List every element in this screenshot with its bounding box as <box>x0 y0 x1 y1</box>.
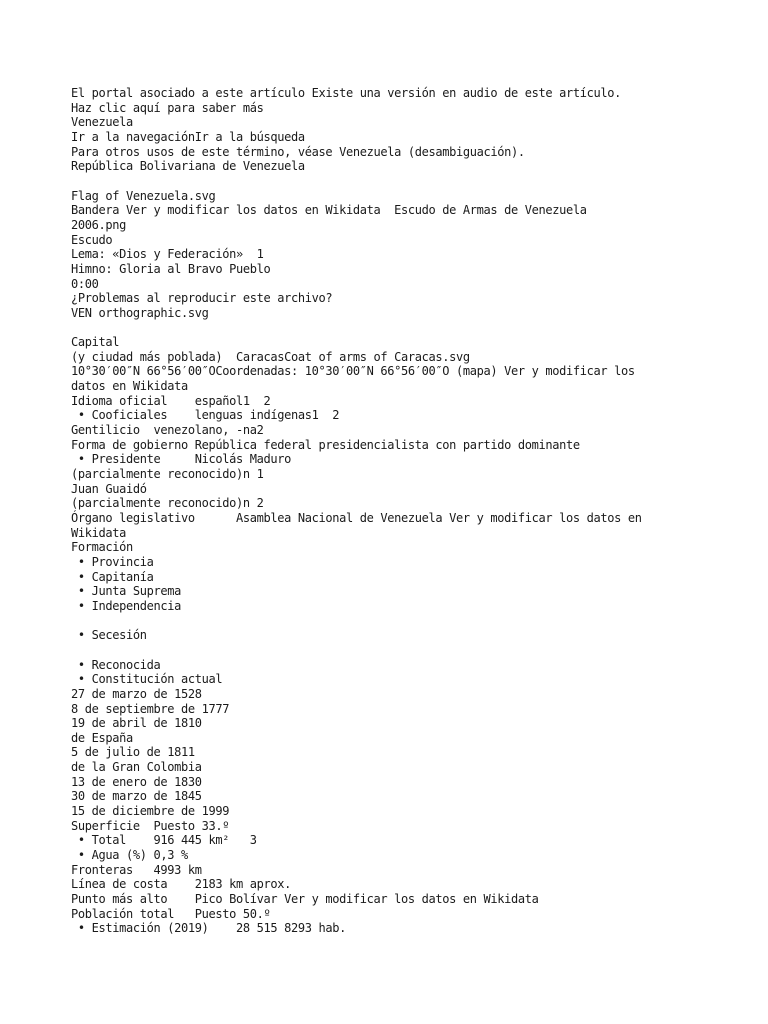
text-line: 8 de septiembre de 1777 <box>71 701 230 716</box>
text-line: • Estimación (2019) 28 515 8293 hab. <box>71 921 346 936</box>
text-line: VEN orthographic.svg <box>71 305 209 320</box>
text-line: Haz clic aquí para saber más <box>71 100 264 115</box>
text-line: 30 de marzo de 1845 <box>71 789 202 804</box>
text-line: datos en Wikidata <box>71 379 188 394</box>
text-line: Gentilicio venezolano, -na2 <box>71 423 264 438</box>
text-line: Capital <box>71 335 120 350</box>
text-line: Idioma oficial español1 2 <box>71 393 271 408</box>
text-line: Venezuela <box>71 115 133 130</box>
text-line: Línea de costa 2183 km aprox. <box>71 877 291 892</box>
text-line: • Total 916 445 km² 3 <box>71 833 257 848</box>
text-line: • Capitanía <box>71 569 154 584</box>
text-line: Himno: Gloria al Bravo Pueblo <box>71 261 271 276</box>
text-line: • Provincia <box>71 554 154 569</box>
text-line: Punto más alto Pico Bolívar Ver y modificar los datos en Wikidata <box>71 892 539 907</box>
text-line: Superficie Puesto 33.º <box>71 818 230 833</box>
text-line: Lema: «Dios y Federación» 1 <box>71 247 264 262</box>
text-line: 19 de abril de 1810 <box>71 716 202 731</box>
text-line: (parcialmente reconocido)n 2 <box>71 496 264 511</box>
text-line: • Independencia <box>71 598 181 613</box>
text-line: • Secesión <box>71 628 147 643</box>
text-line: • Agua (%) 0,3 % <box>71 848 188 863</box>
text-line: 13 de enero de 1830 <box>71 774 202 789</box>
text-line: 0:00 <box>71 276 99 291</box>
blank-line <box>71 643 751 658</box>
article-text <box>71 86 751 936</box>
text-line: Población total Puesto 50.º <box>71 906 271 921</box>
text-line: Wikidata <box>71 525 126 540</box>
text-line: Escudo <box>71 232 113 247</box>
text-line: de España <box>71 730 133 745</box>
text-line: Juan Guaidó <box>71 481 147 496</box>
text-line: Formación <box>71 540 133 555</box>
text-line: 5 de julio de 1811 <box>71 745 195 760</box>
text-line: • Junta Suprema <box>71 584 181 599</box>
text-line: Órgano legislativo Asamblea Nacional de Venezuela Ver y modificar los datos en <box>71 511 642 525</box>
text-line: • Constitución actual <box>71 672 223 687</box>
blank-line <box>71 174 751 189</box>
blank-line <box>71 320 751 335</box>
text-line: El portal asociado a este artículo Existe una versión en audio de este artículo. <box>71 86 621 100</box>
text-line: Bandera Ver y modificar los datos en Wikidata Escudo de Armas de Venezuela <box>71 203 587 218</box>
text-line: (parcialmente reconocido)n 1 <box>71 467 264 482</box>
blank-line <box>71 614 751 629</box>
text-line: • Cooficiales lenguas indígenas1 2 <box>71 408 340 423</box>
text-line: 2006.png <box>71 217 126 232</box>
text-line: Ir a la navegaciónIr a la búsqueda <box>71 129 305 144</box>
text-line: Para otros usos de este término, véase Venezuela (desambiguación). <box>71 144 525 159</box>
text-line: 27 de marzo de 1528 <box>71 686 202 701</box>
text-line: • Reconocida <box>71 657 161 672</box>
text-line: de la Gran Colombia <box>71 760 202 775</box>
text-line: ¿Problemas al reproducir este archivo? <box>71 291 333 306</box>
text-line: República Bolivariana de Venezuela <box>71 159 305 174</box>
text-line: (y ciudad más poblada) CaracasCoat of arms of Caracas.svg <box>71 349 470 364</box>
text-line: Fronteras 4993 km <box>71 862 202 877</box>
text-line: Flag of Venezuela.svg <box>71 188 216 203</box>
text-line: • Presidente Nicolás Maduro <box>71 452 291 467</box>
text-line: Forma de gobierno República federal presidencialista con partido dominante <box>71 437 580 452</box>
text-line: 15 de diciembre de 1999 <box>71 804 230 819</box>
text-line: 10°30′00″N 66°56′00″OCoordenadas: 10°30′00″N 66°56′00″O (mapa) Ver y modificar los <box>71 364 635 379</box>
